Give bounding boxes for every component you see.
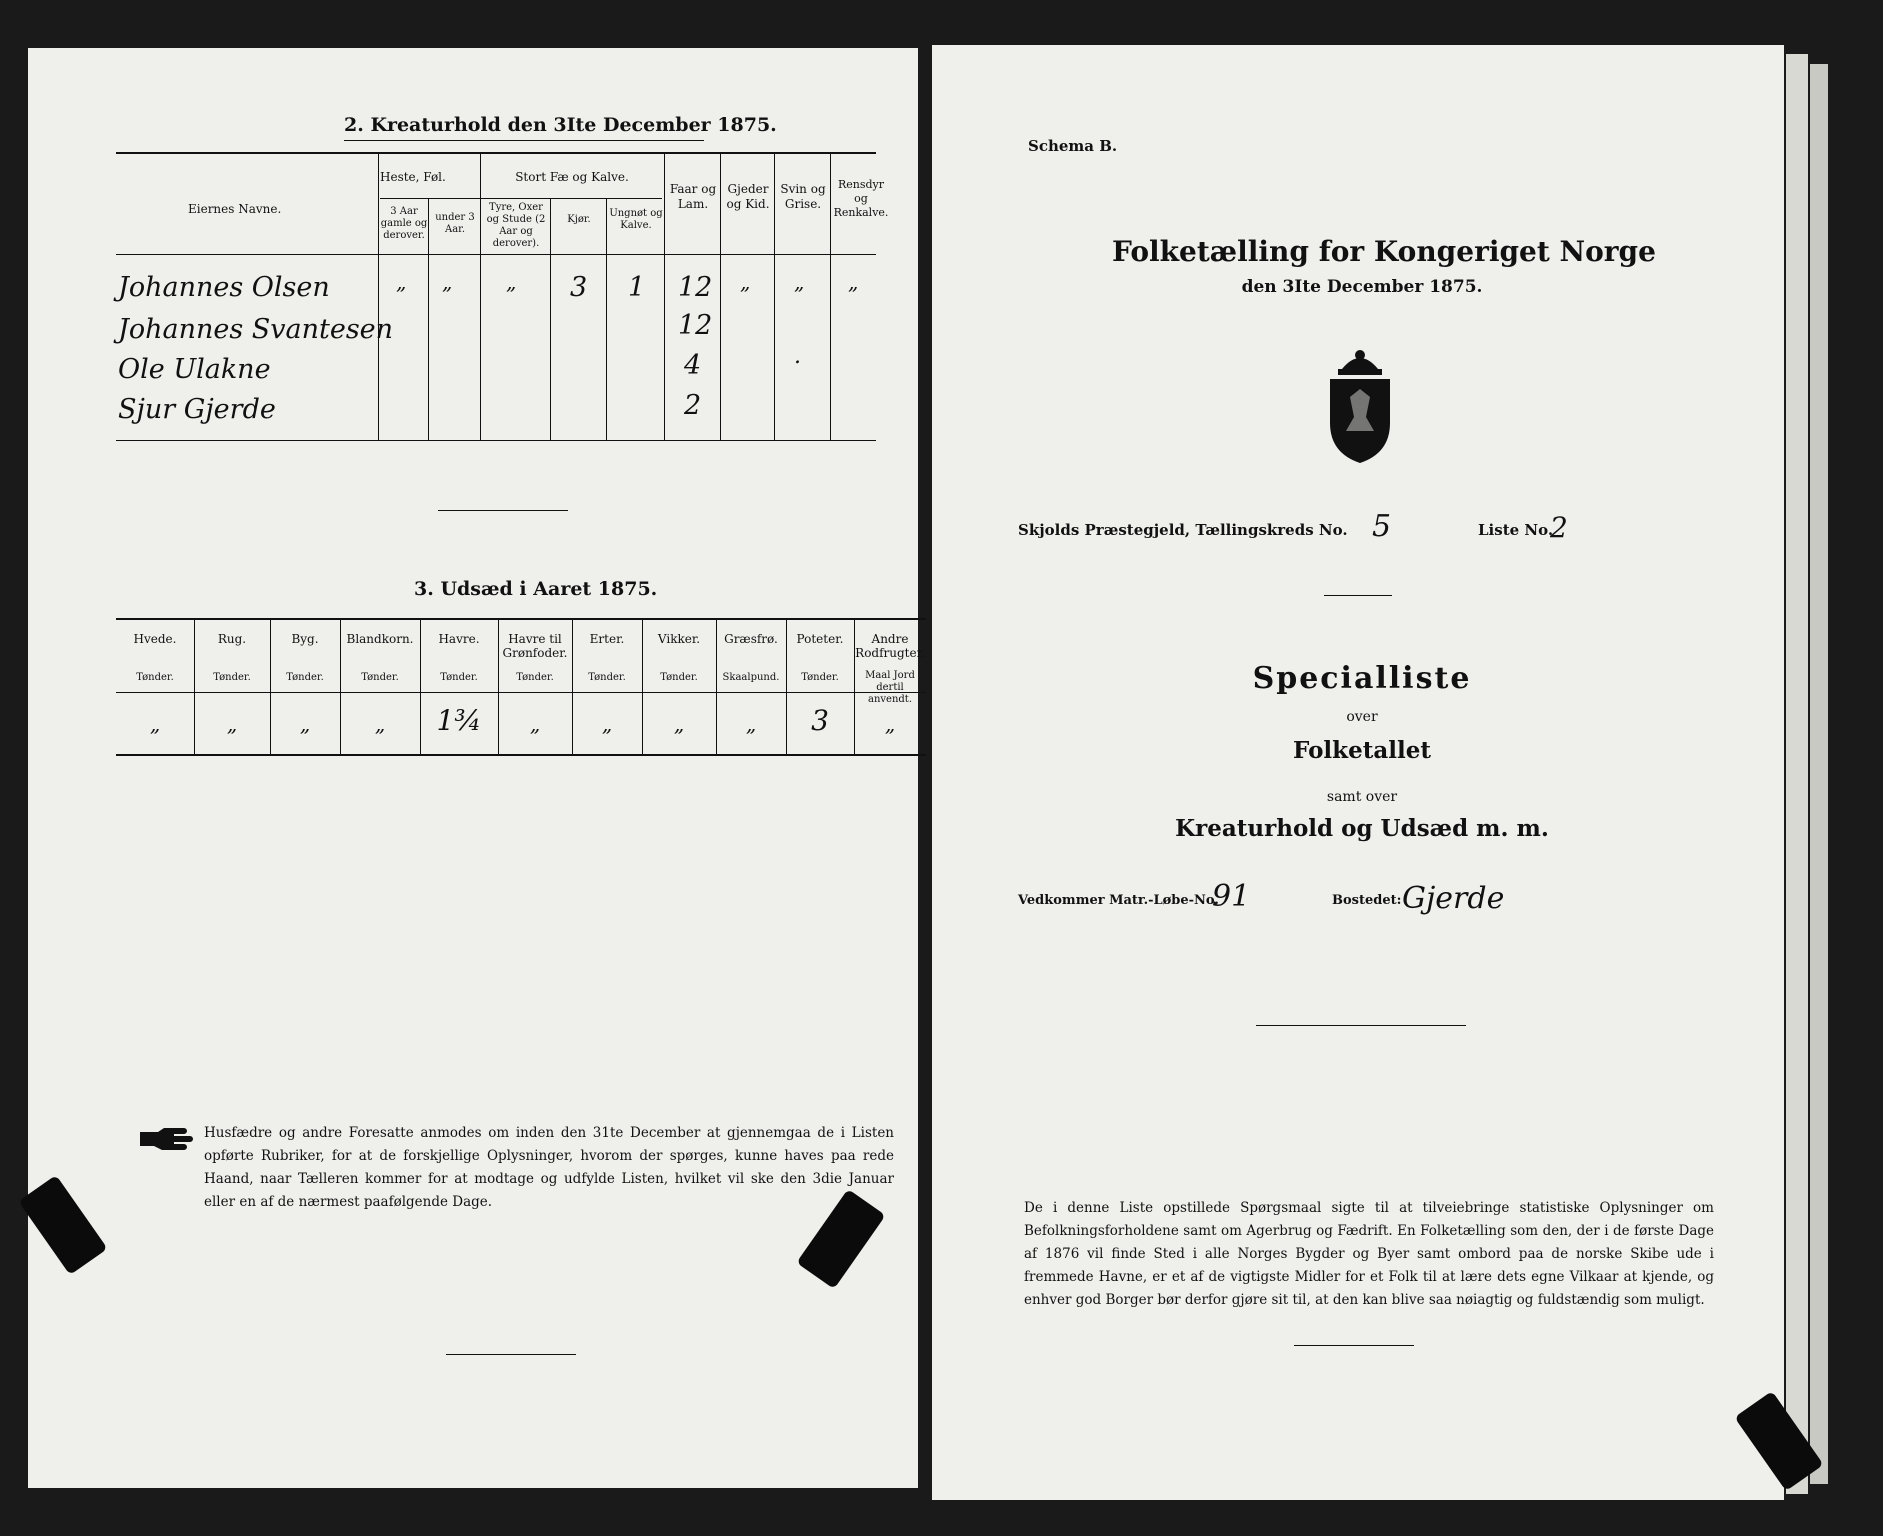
specialliste-heading: Specialliste (1252, 661, 1472, 696)
header-horses-young: under 3 Aar. (435, 212, 475, 235)
header-horses: Heste, Føl. (380, 170, 446, 184)
seed-header: Hvede. (133, 632, 177, 646)
left-page (28, 48, 925, 1488)
page-edge (1786, 54, 1808, 1494)
separator (1256, 1025, 1466, 1026)
owner-name: Sjur Gjerde (118, 394, 276, 425)
header-sheep: Faar og Lam. (669, 182, 717, 211)
explanation-paragraph: De i denne Liste opstillede Spørgsmaal sigte til at tilveiebringe statistiske Oplysninger om Befolkningsforholdene samt om Agerbrug og Fædrift. En Folketælling som den, der i de første Dage af 1876 vil finde Sted i alle Norges Bygder og Byer samt ombord paa de norske Skibe ude i fremmede Havne, er et af de vigtigste Midler for et Folk til at lære dets egne Vilkaar at kjende, og enhver god Borger bør derfor gjøre sit til, at den kan blive saa nøiagtig og fuldstændig som muligt. (1024, 1200, 1714, 1308)
seed-header: Græsfrø. (724, 632, 778, 646)
bostedet-value: Gjerde (1402, 881, 1505, 916)
page-edge (1810, 64, 1828, 1484)
header-oxen: Tyre, Oxer og Stude (2 Aar og derover). (486, 202, 546, 249)
schema-label: Schema B. (1028, 137, 1118, 155)
seed-value: „ (226, 712, 238, 736)
seed-unit: Tønder. (286, 672, 324, 683)
cell-horses-old: „ (396, 270, 407, 294)
pointing-hand-icon (138, 1124, 198, 1154)
seed-section-title: 3. Udsæd i Aaret 1875. (414, 578, 658, 600)
cell-pigs: . (794, 344, 801, 369)
seed-header: Andre Rodfrugter. (855, 632, 925, 660)
bostedet-label: Bostedet: (1332, 893, 1402, 908)
cell-sheep: 4 (684, 350, 702, 381)
header-young-cattle: Ungnøt og Kalve. (609, 208, 663, 231)
owner-name: Johannes Svantesen (118, 314, 394, 345)
seed-unit: Tønder. (588, 672, 626, 683)
district-number: 5 (1372, 509, 1392, 544)
seed-value: 3 (811, 704, 829, 737)
seed-value: „ (374, 712, 386, 736)
separator (446, 1354, 576, 1355)
samt-over-text: samt over (1326, 789, 1398, 805)
list-number: 2 (1550, 511, 1568, 544)
table-top-rule (116, 152, 876, 154)
cell-sheep: 12 (678, 272, 713, 303)
seed-table-top-rule (116, 618, 926, 620)
folketallet-text: Folketallet (1293, 737, 1431, 764)
table-header-rule (116, 254, 876, 255)
cell-oxen: „ (506, 270, 517, 294)
seed-value: 1¾ (436, 704, 482, 737)
seed-header: Blandkorn. (346, 632, 414, 646)
owner-name: Johannes Olsen (118, 272, 330, 303)
seed-header: Vikker. (657, 632, 701, 646)
header-goats: Gjeder og Kid. (726, 182, 770, 211)
separator (1294, 1345, 1414, 1346)
cell-cows: 3 (570, 272, 588, 303)
matr-label: Vedkommer Matr.-Løbe-No. (1018, 893, 1219, 908)
cell-young: 1 (628, 272, 646, 303)
seed-header: Havre. (438, 632, 480, 646)
owner-name: Ole Ulakne (118, 354, 271, 385)
seed-value: „ (601, 712, 613, 736)
seed-unit: Tønder. (213, 672, 251, 683)
seed-unit: Skaalpund. (722, 672, 780, 683)
livestock-section-title: 2. Kreaturhold den 3Ite December 1875. (344, 114, 777, 136)
census-date: den 3Ite December 1875. (1241, 277, 1483, 297)
seed-value: „ (884, 712, 896, 736)
header-cows: Kjør. (567, 214, 591, 225)
separator (1324, 595, 1392, 596)
seed-table-bottom-rule (116, 754, 926, 756)
seed-value: „ (529, 712, 541, 736)
seed-value: „ (673, 712, 685, 736)
parish-label: Skjolds Præstegjeld, Tællingskreds No. (1018, 521, 1348, 539)
header-pigs: Svin og Grise. (780, 182, 826, 211)
seed-value: „ (149, 712, 161, 736)
cell-reindeer: „ (848, 270, 859, 294)
seed-header: Rug. (217, 632, 247, 646)
seed-header: Byg. (291, 632, 319, 646)
cell-horses-young: „ (442, 270, 453, 294)
right-page (932, 45, 1784, 1500)
cell-goats: „ (740, 270, 751, 294)
seed-unit: Tønder. (660, 672, 698, 683)
cell-sheep: 12 (678, 310, 713, 341)
seed-header: Poteter. (796, 632, 844, 646)
seed-unit: Tønder. (440, 672, 478, 683)
census-title: Folketælling for Kongeriget Norge (1112, 235, 1656, 268)
coat-of-arms-icon (1320, 347, 1400, 467)
header-cattle: Stort Fæ og Kalve. (515, 170, 629, 184)
seed-unit: Tønder. (136, 672, 174, 683)
table-bottom-rule (116, 440, 876, 441)
title-underline (344, 140, 704, 141)
header-reindeer: Rensdyr og Renkalve. (833, 178, 889, 219)
over-text: over (1346, 709, 1378, 725)
cell-sheep: 2 (684, 390, 702, 421)
header-horses-old: 3 Aar gamle og derover. (380, 206, 428, 241)
seed-value: „ (745, 712, 757, 736)
seed-unit: Tønder. (516, 672, 554, 683)
separator (438, 510, 568, 511)
seed-header: Erter. (589, 632, 625, 646)
seed-header: Havre til Grønfoder. (502, 632, 568, 660)
seed-unit: Maal Jord dertil anvendt. (865, 670, 915, 705)
list-label: Liste No. (1478, 521, 1554, 539)
seed-unit: Tønder. (361, 672, 399, 683)
seed-unit: Tønder. (801, 672, 839, 683)
header-owner: Eiernes Navne. (188, 202, 282, 216)
matr-number: 91 (1212, 879, 1251, 914)
seed-value: „ (299, 712, 311, 736)
cell-pigs: „ (794, 270, 805, 294)
notice-text: Husfædre og andre Foresatte anmodes om inden den 31te December at gjennemgaa de i Listen opførte Rubriker, for at de forskjellige Oplysninger, hvorom der spørges, kunne haves paa rede Haand, naar Tælleren kommer for at modtage og udfylde Listen, hvilket vil ske den 3die Januar eller en af de nærmest paafølgende Dage. (204, 1125, 894, 1210)
kreaturhold-text: Kreaturhold og Udsæd m. m. (1175, 815, 1549, 842)
